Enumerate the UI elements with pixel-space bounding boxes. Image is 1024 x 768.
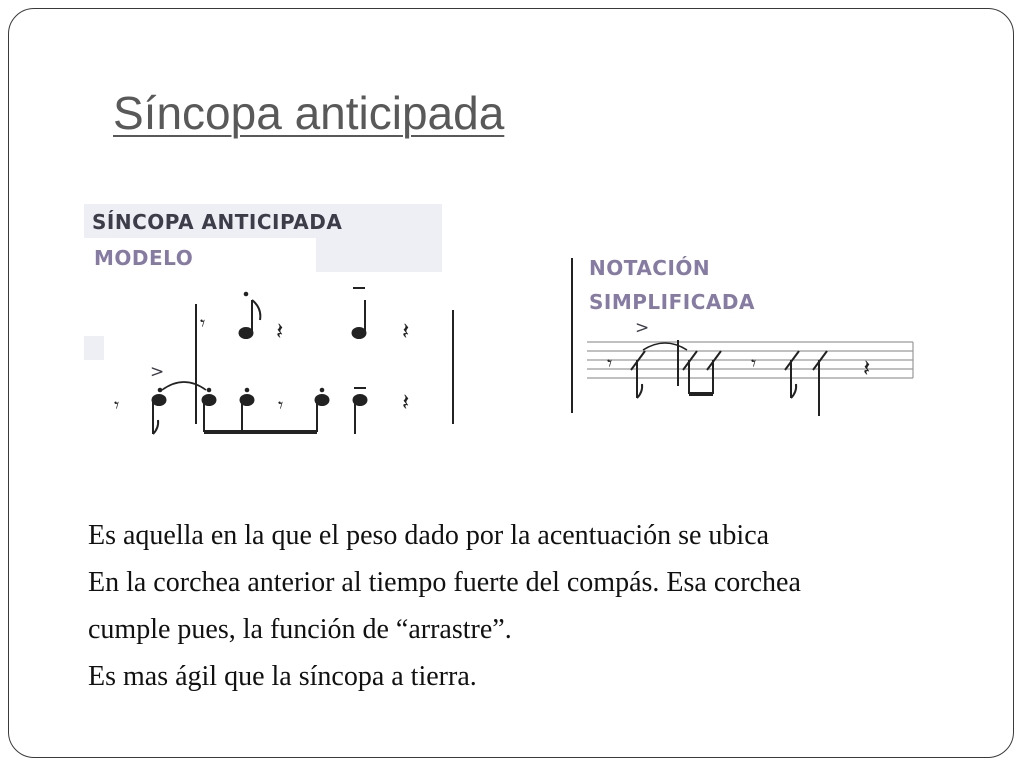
simplified-notation [565,248,925,428]
model-notation [84,202,464,442]
eighth-rest: 𝄾 [607,351,613,375]
model-subheading: MODELO [94,246,194,270]
eighth-rest: 𝄾 [114,393,120,417]
quarter-rest: 𝄽 [276,317,284,345]
note-flag [252,300,260,320]
eighth-rest: 𝄾 [751,351,757,375]
accent-mark: > [150,362,165,382]
model-heading: SÍNCOPA ANTICIPADA [92,210,343,234]
body-line-3: cumple pues, la función de “arrastre”. [88,614,512,645]
simplified-heading: NOTACIÓN [589,256,711,280]
figure-simplified [565,248,925,428]
eighth-rest: 𝄾 [278,393,284,417]
staccato-dot [244,292,249,297]
body-text [88,512,1008,700]
simplified-subheading: SIMPLIFICADA [589,290,755,314]
slide-title: Síncopa anticipada [113,87,505,139]
staccato-dot [158,388,163,393]
accent-mark: > [635,318,650,338]
note-head [153,395,166,405]
tie-arc [643,343,687,350]
quarter-rest: 𝄽 [402,388,410,416]
staccato-dot [245,388,250,393]
body-line-2: En la corchea anterior al tiempo fuerte del compás. Esa corchea [88,567,801,598]
note-head [240,328,253,338]
body-line-4: Es mas ágil que la síncopa a tierra. [88,661,477,692]
note-head [353,328,366,338]
tie-arc [162,382,206,390]
figure-model [84,202,464,442]
eighth-rest: 𝄾 [200,311,206,335]
staccato-dot [320,388,325,393]
quarter-rest: 𝄽 [863,354,871,382]
staccato-dot [207,388,212,393]
body-line-1: Es aquella en la que el peso dado por la acentuación se ubica [88,520,770,551]
quarter-rest: 𝄽 [402,317,410,345]
